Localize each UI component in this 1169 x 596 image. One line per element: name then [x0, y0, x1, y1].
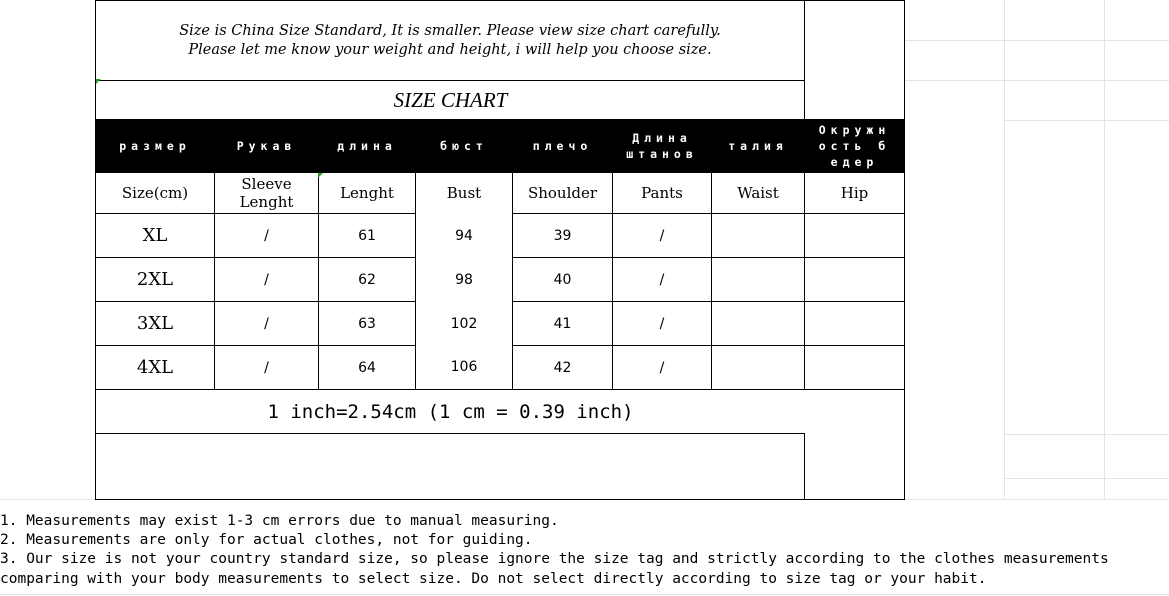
header-ru-pants: Длина штанов — [613, 120, 712, 173]
sleeve-cell: / — [215, 302, 319, 346]
unit-conversion: 1 inch=2.54cm (1 cm = 0.39 inch) — [96, 390, 805, 434]
pants-cell: / — [613, 346, 712, 390]
waist-cell — [712, 214, 805, 258]
chart-title: SIZE CHART — [393, 87, 508, 112]
pants-cell: / — [613, 302, 712, 346]
shoulder-cell: 39 — [513, 214, 613, 258]
cell-comment-marker — [318, 173, 323, 178]
sleeve-cell: / — [215, 258, 319, 302]
header-ru-bust: бюст — [416, 120, 513, 173]
waist-cell — [712, 258, 805, 302]
hip-cell — [805, 214, 905, 258]
size-table — [95, 119, 905, 390]
sheet-gridline — [905, 40, 1169, 41]
length-cell: 62 — [319, 258, 416, 302]
header-en-hip: Hip — [805, 173, 905, 214]
sheet-gridline — [1004, 434, 1169, 435]
header-ru-waist: талия — [712, 120, 805, 173]
bust-cell: 94 — [416, 214, 513, 258]
note-line: comparing with your body measurements to select size. Do not select directly according to size tag or your habit. — [0, 570, 987, 587]
header-en-waist: Waist — [712, 173, 805, 214]
header-ru-sleeve: Рукав — [215, 120, 319, 173]
length-cell: 63 — [319, 302, 416, 346]
sheet-gridline — [1004, 120, 1169, 121]
measurement-notes — [0, 512, 1169, 589]
table-row — [96, 258, 905, 302]
size-cell: XL — [96, 214, 215, 258]
pants-cell: / — [613, 258, 712, 302]
header-en-length: Lenght — [319, 173, 416, 214]
note-line: 1. Measurements may exist 1-3 cm errors due to manual measuring. — [0, 513, 559, 529]
header-en-shoulder: Shoulder — [513, 173, 613, 214]
note-line: 3. Our size is not your country standard size, so please ignore the size tag and strictly according to the clothes measurements — [0, 551, 1109, 568]
shoulder-cell: 42 — [513, 346, 613, 390]
header-row-russian — [96, 120, 905, 173]
waist-cell — [712, 302, 805, 346]
sheet-gridline — [1004, 0, 1005, 500]
table-row — [96, 302, 905, 346]
header-ru-size: размер — [96, 120, 215, 173]
header-en-size: Size(cm) — [96, 173, 215, 214]
size-cell: 2XL — [96, 258, 215, 302]
length-cell: 64 — [319, 346, 416, 390]
notice-line-2: Please let me know your weight and height, i will help you choose size. — [188, 41, 712, 58]
shoulder-cell: 41 — [513, 302, 613, 346]
sleeve-cell: / — [215, 346, 319, 390]
header-ru-length: длина — [319, 120, 416, 173]
size-cell: 3XL — [96, 302, 215, 346]
size-cell: 4XL — [96, 346, 215, 390]
sheet-gridline — [1104, 0, 1105, 500]
sleeve-cell: / — [215, 214, 319, 258]
header-en-sleeve: Sleeve Lenght — [215, 173, 319, 214]
header-en-bust: Bust — [416, 173, 513, 214]
sheet-gridline — [905, 80, 1169, 81]
hip-cell — [805, 258, 905, 302]
shoulder-cell: 40 — [513, 258, 613, 302]
sheet-gridline — [0, 594, 1169, 595]
bust-cell: 98 — [416, 258, 513, 302]
bust-cell: 106 — [416, 346, 513, 390]
note-line: 2. Measurements are only for actual clothes, not for guiding. — [0, 532, 533, 549]
table-row — [96, 214, 905, 258]
hip-cell — [805, 346, 905, 390]
table-row — [96, 346, 905, 390]
sheet-gridline — [1004, 478, 1169, 479]
column-divider — [804, 434, 805, 500]
length-cell: 61 — [319, 214, 416, 258]
waist-cell — [712, 346, 805, 390]
header-en-pants: Pants — [613, 173, 712, 214]
pants-cell: / — [613, 214, 712, 258]
hip-cell — [805, 302, 905, 346]
notice-line-1: Size is China Size Standard, It is smaller. Please view size chart carefully. — [179, 22, 721, 39]
header-row-english — [96, 173, 905, 214]
bust-cell: 102 — [416, 302, 513, 346]
size-notice — [96, 1, 805, 81]
header-ru-hip: Окружн ость б едер — [805, 120, 905, 173]
header-ru-shoulder: плечо — [513, 120, 613, 173]
